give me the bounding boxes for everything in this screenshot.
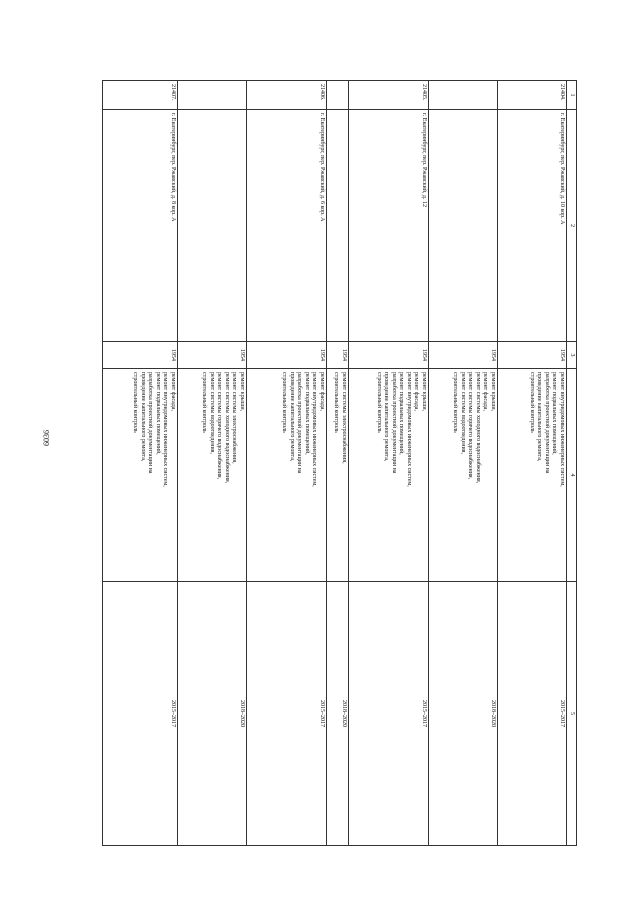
work-item: ремонт фасада, [413,372,420,411]
work-item: ремонт системы горячего водоснабжения, [467,372,474,480]
work-item: проведение капитального ремонта, [536,372,543,462]
work-item: ремонт внутридомовых инженерных систем, [311,372,318,487]
works-list [247,369,327,582]
work-item: ремонт фасада, [170,372,176,411]
address [178,110,247,342]
work-item: ремонт внутридомовых инженерных систем, [162,372,169,487]
work-item: ремонт внутридомовых инженерных систем, [406,372,412,487]
work-item: строительный контроль [452,372,459,433]
work-item: ремонт системы водоотведения, [209,372,215,454]
table-row [178,81,247,846]
column-header-4: 4 [567,369,577,582]
row-number [429,81,498,110]
work-item: строительный контроль [376,372,382,433]
work-item: ремонт внутридомовых инженерных систем, [559,372,565,487]
table-row [349,81,429,846]
construction-year: 1954 [429,342,498,369]
work-item: ремонт крыши, [421,372,427,412]
repair-period: 2015–2017 [349,582,429,846]
work-item: строительный контроль [132,372,139,433]
address [429,110,498,342]
repair-period: 2018–2020 [178,582,247,846]
work-item: разработка проектной документации на [147,372,154,474]
work-item: строительный контроль [529,372,535,433]
work-item: строительный контроль [201,372,208,433]
work-item: разработка проектной документации на [544,372,550,474]
work-item: ремонт фасада, [319,372,325,411]
table-rotator [87,80,577,845]
page-number: 6036 [42,430,51,446]
work-item: разработка проектной документации на [391,372,397,474]
address [327,110,349,342]
works-list [429,369,498,582]
works-list [178,369,247,582]
repair-period: 2015–2017 [247,582,327,846]
address: г. Екатеринбург, пер. Ржавский, д. 8 кор. А [103,110,178,342]
row-number: 21405. [349,81,429,110]
construction-year: 1954 [103,342,178,369]
column-header-3: 3 [567,342,577,369]
row-number: 21407. [103,81,178,110]
column-header-2: 2 [567,110,577,342]
row-number [327,81,349,110]
work-item: строительный контроль [333,372,340,433]
work-item: ремонт подвальных помещений, [155,372,161,455]
construction-year: 1954 [498,342,567,369]
row-number [178,81,247,110]
construction-year: 1954 [327,342,349,369]
work-item: проведение капитального ремонта, [140,372,146,462]
work-item: ремонт системы холодного водоснабжения, [224,372,230,484]
work-item: ремонт крыши, [239,372,245,412]
work-item: ремонт системы водоотведения, [460,372,466,454]
works-list [498,369,567,582]
work-item: строительный контроль [281,372,288,433]
work-item: ремонт крыши, [490,372,496,412]
column-header-1: 1 [567,81,577,110]
work-item: ремонт подвальных помещений, [398,372,405,455]
work-item: ремонт системы электроснабжения, [231,372,238,464]
work-item: ремонт системы горячего водоснабжения, [216,372,223,480]
repair-period: 2015–2017 [498,582,567,846]
table-row [429,81,498,846]
construction-year: 1954 [247,342,327,369]
table-row [103,81,178,846]
address: г. Екатеринбург, пер. Ржавский, д. 12 [349,110,429,342]
repair-period: 2015–2017 [103,582,178,846]
header-row [567,81,577,846]
work-item: ремонт подвальных помещений, [304,372,310,455]
work-item: разработка проектной документации на [296,372,303,474]
work-item: ремонт системы холодного водоснабжения, [475,372,481,484]
repair-period: 2018–2020 [327,582,349,846]
address: г. Екатеринбург, пер. Ржавский, д. 6 кор. А [247,110,327,342]
construction-year: 1954 [178,342,247,369]
work-item: проведение капитального ремонта, [383,372,390,462]
work-item: ремонт подвальных помещений, [551,372,558,455]
table-row [327,81,349,846]
works-list [327,369,349,582]
column-header-5: 5 [567,582,577,846]
address: г. Екатеринбург, пер. Ржавский, д. 10 кор. А [498,110,567,342]
repair-schedule-table [102,80,577,846]
work-item: ремонт системы электроснабжения, [341,372,347,464]
works-list [349,369,429,582]
works-list [103,369,178,582]
row-number: 21404. [498,81,567,110]
table-row [498,81,567,846]
construction-year: 1954 [349,342,429,369]
work-item: ремонт фасада, [482,372,489,411]
repair-period: 2018–2020 [429,582,498,846]
table-row [247,81,327,846]
work-item: проведение капитального ремонта, [289,372,295,462]
row-number: 21406. [247,81,327,110]
